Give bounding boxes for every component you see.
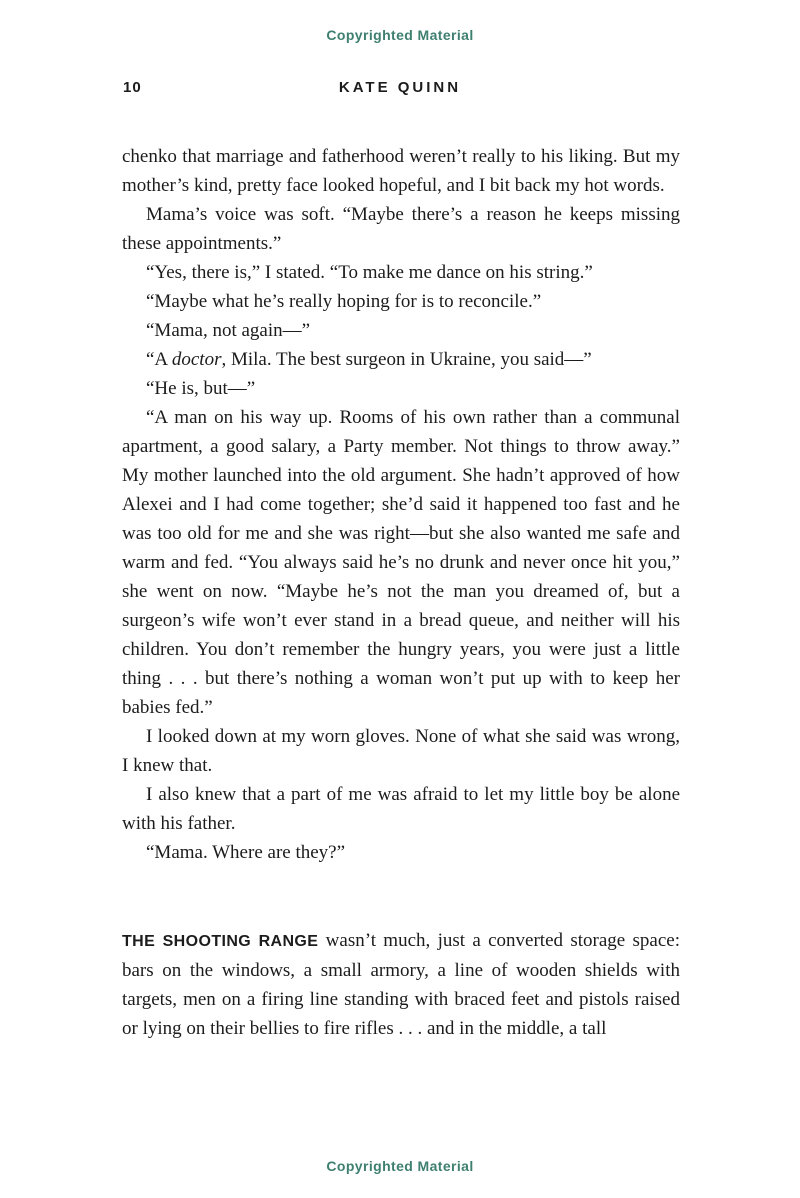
paragraph-segment-italic: doctor xyxy=(171,349,222,370)
paragraph-segment: “Maybe what he’s really hoping for is to reconcile.” xyxy=(146,291,542,312)
paragraph xyxy=(122,345,680,374)
paragraph xyxy=(122,838,680,867)
paragraph-segment: I also knew that a part of me was afraid to let my little boy be alone with his father. xyxy=(122,784,680,834)
paragraph-segment: “A xyxy=(146,349,172,370)
paragraph-segment-lead-caps: THE SHOOTING RANGE xyxy=(122,933,319,950)
paragraph-segment: wasn’t much, just a converted storage space: bars on the windows, a small armory, a line of wooden shields with targets, men on a firing line standing with braced feet and pistols raised or lying on their bellies to fire rifles . . . and in the middle, a tall xyxy=(122,930,680,1039)
paragraph-segment: “Mama, not again—” xyxy=(146,320,311,341)
paragraph xyxy=(122,316,680,345)
paragraph-segment: “Yes, there is,” I stated. “To make me dance on his string.” xyxy=(146,262,593,283)
paragraph-segment: I looked down at my worn gloves. None of what she said was wrong, I knew that. xyxy=(122,726,680,776)
paragraph-segment: chenko that marriage and fatherhood weren’t really to his liking. But my mother’s kind, pretty face looked hopeful, and I bit back my hot words. xyxy=(122,146,680,196)
paragraph xyxy=(122,287,680,316)
paragraph xyxy=(122,374,680,403)
paragraph-segment: , Mila. The best surgeon in Ukraine, you said—” xyxy=(221,349,592,370)
paragraph-segment: “He is, but—” xyxy=(146,378,256,399)
paragraph xyxy=(122,200,680,258)
paragraph xyxy=(122,780,680,838)
copyright-notice-top: Copyrighted Material xyxy=(326,27,474,43)
copyright-notice-bottom: Copyrighted Material xyxy=(326,1158,474,1174)
paragraph xyxy=(122,403,680,722)
paragraph-segment: “A man on his way up. Rooms of his own rather than a communal apartment, a good salary, a Party member. Not things to throw away.” My mother launched into the old argument. She hadn’t approved of how Alexei and I had come together; she’d said it happened too fast and he was too old for me and she was right—but she also wanted me safe and warm and fed. “You always said he’s no drunk and never once hit you,” she went on now. “Maybe he’s not the man you dreamed of, but a surgeon’s wife won’t ever stand in a bread queue, and neither will his children. You don’t remember the hungry years, you were just a little thing . . . but there’s nothing a woman won’t put up with to keep her babies fed.” xyxy=(122,407,680,718)
running-header-author: KATE QUINN xyxy=(338,79,462,96)
paragraph-segment: “Mama. Where are they?” xyxy=(146,842,346,863)
running-head xyxy=(0,79,800,99)
paragraph xyxy=(122,722,680,780)
paragraph xyxy=(122,142,680,200)
paragraph xyxy=(122,926,680,1043)
paragraph xyxy=(122,258,680,287)
body-text xyxy=(122,142,680,1043)
paragraph-segment: Mama’s voice was soft. “Maybe there’s a reason he keeps missing these appointments.” xyxy=(122,204,680,254)
page-number: 10 xyxy=(123,79,142,96)
